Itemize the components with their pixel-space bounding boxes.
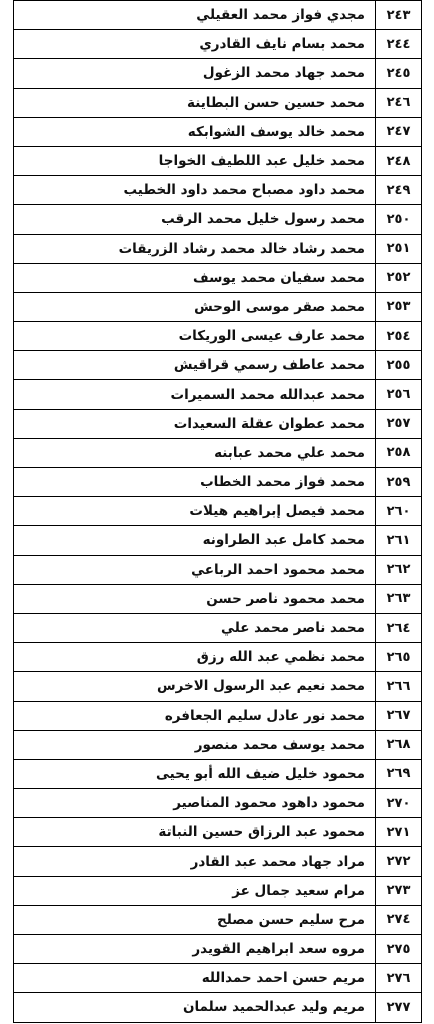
row-number: ٢٤٧: [376, 117, 422, 146]
table-row: [14, 964, 422, 993]
table-row: [14, 584, 422, 613]
person-name: محمد عارف عيسى الوريكات: [14, 322, 376, 351]
table-row: [14, 292, 422, 321]
row-number: ٢٥٩: [376, 468, 422, 497]
row-number: ٢٦٣: [376, 584, 422, 613]
person-name: محمد علي محمد عبابنه: [14, 438, 376, 467]
row-number: ٢٧٥: [376, 935, 422, 964]
table-row: [14, 322, 422, 351]
row-number: ٢٤٣: [376, 1, 422, 30]
person-name: محمد يوسف محمد منصور: [14, 730, 376, 759]
row-number: ٢٦٤: [376, 613, 422, 642]
row-number: ٢٥٢: [376, 263, 422, 292]
row-number: ٢٧١: [376, 818, 422, 847]
table-row: [14, 876, 422, 905]
person-name: محمد خالد يوسف الشوابكه: [14, 117, 376, 146]
table-row: [14, 468, 422, 497]
row-number: ٢٦٩: [376, 759, 422, 788]
table-row: [14, 935, 422, 964]
table-row: [14, 409, 422, 438]
row-number: ٢٦٨: [376, 730, 422, 759]
table-row: [14, 497, 422, 526]
names-table: [13, 0, 422, 1023]
table-row: [14, 701, 422, 730]
row-number: ٢٧٢: [376, 847, 422, 876]
table-row: [14, 1, 422, 30]
person-name: مريم وليد عبدالحميد سلمان: [14, 993, 376, 1022]
row-number: ٢٧٦: [376, 964, 422, 993]
person-name: محمود عبد الرزاق حسين النباتة: [14, 818, 376, 847]
person-name: محمد محمود ناصر حسن: [14, 584, 376, 613]
person-name: محمود خليل ضيف الله أبو يحيى: [14, 759, 376, 788]
person-name: محمد رسول خليل محمد الرقب: [14, 205, 376, 234]
table-row: [14, 730, 422, 759]
table-row: [14, 613, 422, 642]
names-list-page: [13, 0, 421, 1020]
row-number: ٢٥٨: [376, 438, 422, 467]
table-row: [14, 526, 422, 555]
table-row: [14, 759, 422, 788]
person-name: مجدي فواز محمد العقيلي: [14, 1, 376, 30]
person-name: محمد فيصل إبراهيم هيلات: [14, 497, 376, 526]
table-row: [14, 380, 422, 409]
person-name: محمد نعيم عبد الرسول الاخرس: [14, 672, 376, 701]
person-name: مروه سعد ابراهيم القويدر: [14, 935, 376, 964]
table-row: [14, 176, 422, 205]
table-row: [14, 555, 422, 584]
person-name: محمد ناصر محمد علي: [14, 613, 376, 642]
person-name: محمد رشاد خالد محمد رشاد الزريقات: [14, 234, 376, 263]
person-name: محمد بسام نايف القادري: [14, 30, 376, 59]
table-row: [14, 30, 422, 59]
table-row: [14, 146, 422, 175]
person-name: محمد محمود احمد الرباعي: [14, 555, 376, 584]
table-row: [14, 789, 422, 818]
row-number: ٢٥٠: [376, 205, 422, 234]
table-row: [14, 88, 422, 117]
row-number: ٢٥٧: [376, 409, 422, 438]
person-name: محمد داود مصباح محمد داود الخطيب: [14, 176, 376, 205]
table-row: [14, 59, 422, 88]
person-name: محمد سفيان محمد يوسف: [14, 263, 376, 292]
row-number: ٢٥٣: [376, 292, 422, 321]
row-number: ٢٦٦: [376, 672, 422, 701]
table-row: [14, 643, 422, 672]
person-name: محمد جهاد محمد الزغول: [14, 59, 376, 88]
person-name: محمود داهود محمود المناصير: [14, 789, 376, 818]
person-name: مرام سعيد جمال عز: [14, 876, 376, 905]
row-number: ٢٦٧: [376, 701, 422, 730]
row-number: ٢٤٩: [376, 176, 422, 205]
table-row: [14, 205, 422, 234]
row-number: ٢٧٠: [376, 789, 422, 818]
table-row: [14, 847, 422, 876]
row-number: ٢٦٠: [376, 497, 422, 526]
table-row: [14, 234, 422, 263]
table-row: [14, 993, 422, 1022]
table-row: [14, 905, 422, 934]
person-name: محمد نور عادل سليم الجعافره: [14, 701, 376, 730]
person-name: محمد عاطف رسمي قراقيش: [14, 351, 376, 380]
row-number: ٢٧٤: [376, 905, 422, 934]
row-number: ٢٤٦: [376, 88, 422, 117]
row-number: ٢٤٥: [376, 59, 422, 88]
table-row: [14, 438, 422, 467]
row-number: ٢٥١: [376, 234, 422, 263]
person-name: محمد عطوان عقلة السعيدات: [14, 409, 376, 438]
row-number: ٢٤٤: [376, 30, 422, 59]
row-number: ٢٧٣: [376, 876, 422, 905]
table-row: [14, 818, 422, 847]
names-table-body: [14, 1, 422, 1023]
table-row: [14, 263, 422, 292]
person-name: محمد حسين حسن البطاينة: [14, 88, 376, 117]
row-number: ٢٦١: [376, 526, 422, 555]
row-number: ٢٥٦: [376, 380, 422, 409]
person-name: مراد جهاد محمد عبد القادر: [14, 847, 376, 876]
person-name: مرح سليم حسن مصلح: [14, 905, 376, 934]
person-name: محمد فواز محمد الخطاب: [14, 468, 376, 497]
person-name: مريم حسن احمد حمدالله: [14, 964, 376, 993]
table-row: [14, 672, 422, 701]
table-row: [14, 351, 422, 380]
row-number: ٢٤٨: [376, 146, 422, 175]
row-number: ٢٦٢: [376, 555, 422, 584]
row-number: ٢٧٧: [376, 993, 422, 1022]
table-row: [14, 117, 422, 146]
row-number: ٢٦٥: [376, 643, 422, 672]
person-name: محمد صقر موسى الوحش: [14, 292, 376, 321]
row-number: ٢٥٥: [376, 351, 422, 380]
person-name: محمد خليل عبد اللطيف الخواجا: [14, 146, 376, 175]
person-name: محمد عبدالله محمد السميرات: [14, 380, 376, 409]
row-number: ٢٥٤: [376, 322, 422, 351]
person-name: محمد كامل عبد الطراونه: [14, 526, 376, 555]
person-name: محمد نظمي عبد الله رزق: [14, 643, 376, 672]
